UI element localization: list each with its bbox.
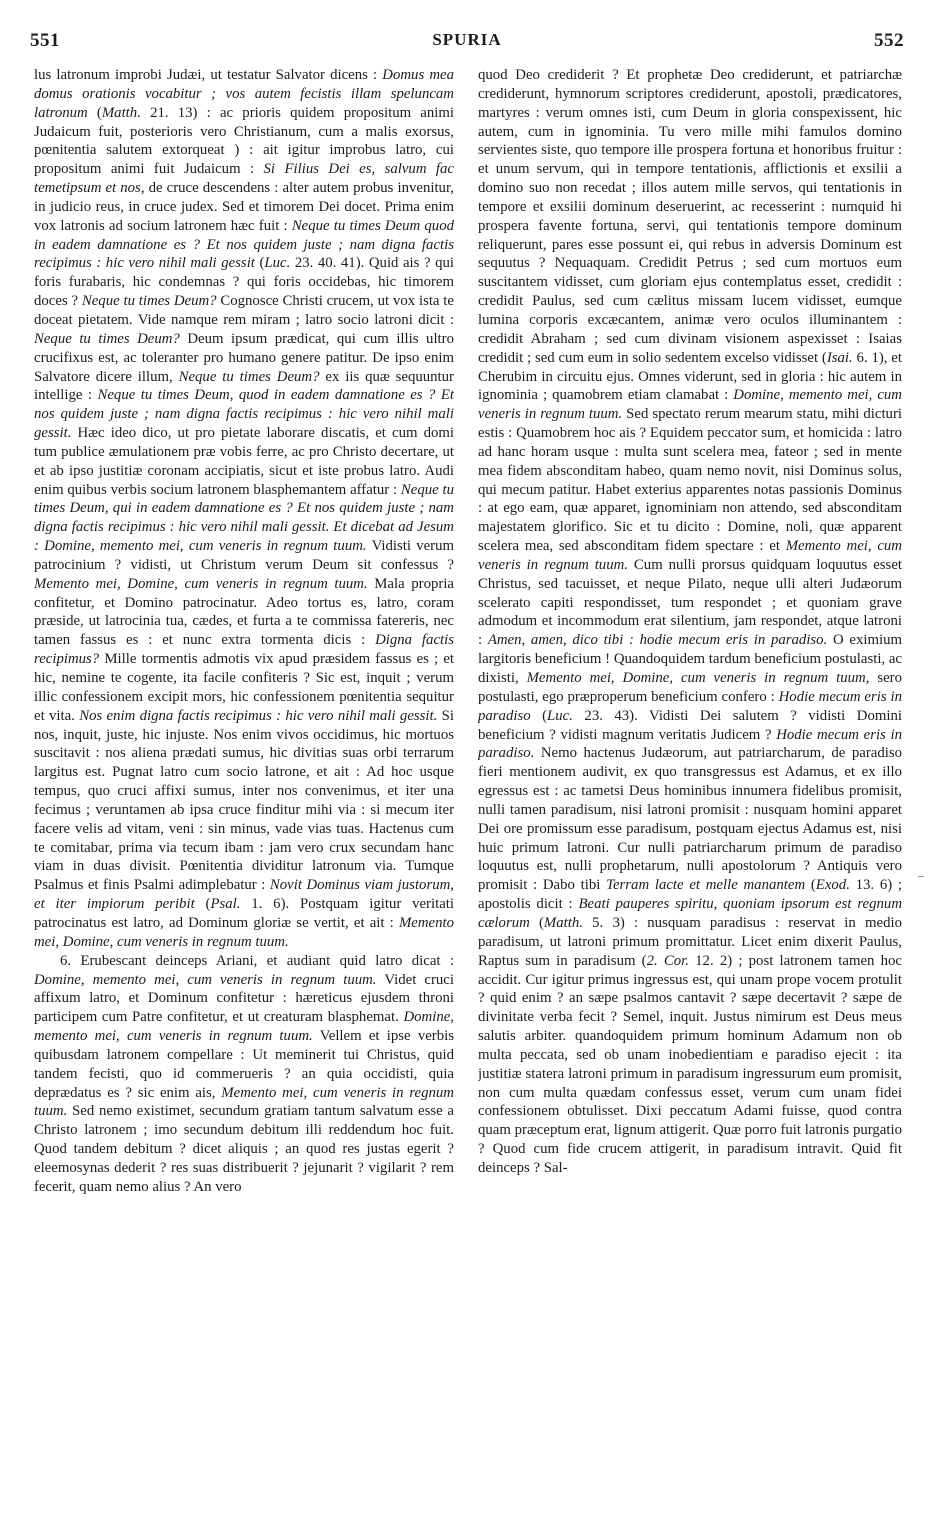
text-run: Cum nulli prorsus quidquam loquutus esset Christus, sed tacuisset, et neque Pilato, neque ulli alteri Judæorum scelerato capiti respondisset, tum respondet ; et quoniam grave admodum et incommodum erat silentium, jam respondet, atque latroni : [478, 556, 902, 649]
left-column [34, 66, 454, 1526]
text-run: lus latronum improbi Judæi, ut testatur Salvator dicens : [34, 67, 383, 83]
text-run: 6. Erubescant deinceps Ariani, et audiant quid latro dicat : [60, 952, 454, 969]
italic-citation: Nos enim digna factis recipimus : hic vero nihil mali gessit. [79, 707, 438, 724]
italic-citation: Hodie mecum eris in paradiso. [478, 726, 902, 762]
margin-mark: – [918, 868, 924, 882]
italic-citation: Memento mei, cum veneris in regnum tuum. [478, 538, 902, 573]
italic-citation: Isai. [826, 349, 853, 366]
text-run: Deum ipsum prædicat, qui cum illis ultro crucifixus est, ac toleranter pro humano genere patitur. De ipso enim Salvatore dicere illum, [34, 330, 454, 385]
italic-citation: Psal. [210, 896, 241, 913]
text-run: ( [530, 707, 548, 724]
text-run: Nemo hactenus Judæorum, aut patriarcharum, de paradiso fieri mentionem audivit, ex quo transgressus est Adamus, et ex illo egressus est : ac tametsi Deus hominibus innumera fidelibus promisit, nulli tamen paradisum, nisi latroni promisit : nusquam homini apparet Dei ore promissum esse paradisum, postquam ejectus Adamus est, nisi huic primum latroni. Cur nulli patriarcharum primum de paradiso loquutus est, nulli prophetarum, nulli apostolorum ? Antiquis vero promisit : Dabo tibi [478, 745, 902, 894]
text-run: 6. 1), et Cherubim in circuitu ejus. Omnes viderunt, sed in gloria : hic autem in ignominia ; quamobrem etiam clamabat : [478, 349, 902, 404]
text-run: ( [87, 104, 102, 121]
page-number-left: 551 [30, 30, 60, 51]
italic-citation: Matth. [543, 914, 583, 931]
text-run: 12. 2) ; post latronem tamen hoc accidit. Cur igitur primus ingressus est, qui unam prope vocem protulit ? quid enim ? an sæpe psalmos cantavit ? sæpe decertavit ? sæpe de divinitate verba fecit ? Semel, inquit. Justus nimirum est Deus meus salutis arbiter. quandoquidem primum hominum Adamum non ob multa peccata, sed ob unam inobedientiam e paradiso ejecit : ita justitiæ statera latroni primum in paradisum ingressurum eum promisit, non cum multa quædam confessus esset, verum cum unam fidei confessionem obtulisset. Dixi peccatum Adami fuisse, quod contra quam præceptum erat, lignum attigerit. Quæ porro fuit latronis purgatio ? Quod cum fide crucem attigerit, in paradisum intravit. Quid fit deinceps ? Sal- [478, 952, 902, 1176]
italic-citation: Domus mea domus orationis vocabitur ; vos autem fecistis illam speluncam latronum [34, 67, 454, 121]
text-run: Cognosce Christi crucem, ut vox ista te doceat pietatem. Vide namque rem miram ; latro socio latroni dicit : [34, 293, 454, 328]
paragraph [34, 952, 454, 1197]
italic-citation: Neque tu times Deum? [178, 368, 320, 385]
italic-citation: Exod. [815, 877, 850, 894]
italic-citation: Luc. [547, 707, 573, 724]
italic-citation: Novit Dominus viam justorum, et iter impiorum peribit [34, 877, 454, 913]
text-run: Sed nemo existimet, secundum gratiam tantum salvatum esse a Christo latronem ; imo secundum debitum illi reddendum hoc fuit. Quod tandem debitum ? dicet aliquis ; an quod res justas egerit ? eleemosynas dederit ? res suas distribuerit ? jejunarit ? vigilarit ? rem fecerit, quam nemo alius ? An vero [34, 1103, 454, 1195]
italic-citation: Memento mei, Domine, cum veneris in regnum tuum. [34, 914, 454, 950]
text-run: Vidisti verum patrocinium ? vidisti, ut Christum verum Deum sit confessus ? [34, 538, 454, 573]
italic-citation: Si Filius Dei es, salvum fac temetipsum et nos, [34, 161, 454, 197]
text-run: Si nos, inquit, juste, hic injuste. Nos enim vivos occidimus, hic mortuos suscitavit : nos aliena prædati sumus, hic divitias suas orbi terrarum largitus est. Pugnat latro cum socio latrone, et ait : Ad hoc usque tempus, quo cruci affixi sumus, inter nos convenimus, et iter una fecimus ; veruntamen ab ipsa cruce finditur mihi via : si mecum iter facere velis ad vitam, veni : sin minus, vade vias tuas. Hactenus cum te comitabar, prima via tecum ibam : jam vero crux secundam hanc viam in duas divisit. Pœnitentia dividitur latronum via. Tumque Psalmus et finis Psalmi adimplebatur : [34, 707, 454, 894]
italic-citation: Neque tu times Deum, quod in eadem damnatione es ? Et nos quidem juste ; nam digna factis recipimus : hic vero nihil mali gessit. [34, 387, 454, 442]
italic-citation: Hodie mecum eris in paradiso [478, 688, 902, 724]
text-run: Vellem et ipse verbis quibusdam latronem compellare : Ut meminerit tui Christus, quid tandem fecisti, quo id commerueris ? an quia occidisti, quia deprædatus es ? sic enim ais, [34, 1028, 454, 1101]
italic-citation: Domine, memento mei, cum veneris in regnum tuum. [34, 971, 377, 988]
text-run: Hæc ideo dico, ut pro pietate laborare discatis, et cum domi tum publice æmulationem præ vobis ferre, ac pro Christo decertare, ut et ab ipso justitiæ coronam accipiatis, sicut et iste probus latro. Audi enim quibus verbis socium latronem blasphemantem affatur : [34, 425, 454, 498]
italic-citation: Domine, memento mei, cum veneris in regnum tuum. [478, 387, 902, 423]
italic-citation: Domine, memento mei, cum veneris in regnum tuum. [34, 1009, 454, 1045]
text-run: 23. 43). Vidisti Dei salutem ? vidisti Domini beneficium ? vidisti magnum veritatis Judicem ? [478, 707, 902, 743]
right-column [478, 66, 902, 1526]
text-run: quod Deo crediderit ? Et prophetæ Deo crediderunt, et patriarchæ crediderunt, hymnorum scriptores crediderunt, apostoli, prædicatores, martyres : verum omnes isti, cum Deum in gloria conspexissent, hic autem, cum in ignominia. Tu vero mille mihi famulos domino servientes siste, quo tempore ille prospera fortuna et honoribus fruitur : et unum servum, qui in tempore tentationis, afflictionis et exsilii a domino suo non recedat ; illos autem mille servos, qui tentationis in tempore et exsilii dominum deseruerint, ac recesserint : numquid hi prospera favente fortuna, servi, qui tentationis tempore dominum reliquerunt, pares esse possunt ei, qui rebus in adversis Dominum est sequutus ? Nequaquam. Credidit Petrus ; sed cum mortuos eum suscitantem vidisset, cum gloriam ejus contemplatus esset, credidit : credidit Paulus, sed cum cælitus missam lucem vidisset, eumque lumina corporis excæcantem, animæ vero oculos illuminantem : credidit Abraham ; sed cum divinam visionem aspexisset : Isaias credidit ; sed cum eum in solio sedentem excelso vidisset ( [478, 67, 902, 366]
text-run: ( [254, 255, 265, 272]
text-run: Mille tormentis admotis vix apud præsidem fassus es ; et hic, nemine te cogente, ita facile confiteris ? Sic est, inquit ; verum illic confessionem excipit mors, hic confessionem pœnitentia sequitur et vita. [34, 651, 454, 724]
text-run: ( [194, 896, 211, 913]
text-run: ex iis quæ sequuntur intellige : [34, 368, 454, 404]
text-run: Mala propria confitetur, et Domino patrocinatur. Adeo tortus es, latro, coram præside, ut latrocinia tua, cædes, et furta a te commissa fatereris, nec tamen fassus es : et nunc extra tormenta dicis : [34, 575, 454, 649]
italic-citation: Neque tu times Deum? [34, 330, 180, 347]
page-number-right: 552 [874, 30, 904, 51]
italic-citation: Neque tu times Deum, qui in eadem damnatione es ? Et nos quidem juste ; nam digna factis recipimus : hic vero nihil mali gessit. Et dicebat ad Jesum : Domine, memento mei, cum veneris in regnum tuum. [34, 481, 454, 555]
text-run: 13. 6) ; apostolis dicit : [478, 877, 902, 913]
italic-citation: Beati pauperes spiritu, quoniam ipsorum est regnum cælorum [478, 896, 902, 931]
text-run: 1. 6). Postquam igitur veritati patrocinatus est latro, ad Dominum gloriæ se vertit, et ait : [34, 896, 454, 931]
italic-citation: Matth. [101, 104, 141, 121]
italic-citation: 2. Cor. [646, 952, 689, 969]
text-run: O eximium largitoris beneficium ! Quandoquidem tardum beneficium postulasti, ac dixisti, [478, 632, 902, 686]
left-column-text [34, 66, 454, 952]
italic-citation: Terram lacte et melle manantem [606, 877, 806, 894]
text-run: de cruce descendens : alter autem probus invenitur, in judicio reus, in cruce judex. Sed et timorem Dei docet. Prima enim vox latronis ad socium latronem hæc fuit : [34, 180, 454, 234]
text-run: 21. 13) : ac prioris quidem propositum animi Judaicum fuit, posterioris vero Christianum, cum a malis exorsus, pœnitentia salutem extorqueat ) : ait igitur improbus latro, cui propositum animi fuit Judaicum : [34, 104, 454, 178]
text-run: 5. 3) : nusquam paradisus : reservat in medio paradisum, ut latroni primum promittatur. Licet enim dixerit Paulus, Raptus sum in paradisum ( [478, 914, 902, 969]
italic-citation: Memento mei, Domine, cum veneris in regnum tuum, [526, 670, 870, 686]
text-run: 23. 40. 41). Quid ais ? qui foris furabaris, hic condemnas ? qui foris occidebas, hic timorem doces ? [34, 255, 454, 310]
italic-citation: Memento mei, cum veneris in regnum tuum. [34, 1084, 454, 1120]
italic-citation: Luc. [264, 255, 291, 272]
right-column-text [478, 66, 902, 1178]
italic-citation: Amen, amen, dico tibi : hodie mecum eris in paradiso. [487, 632, 828, 649]
running-title: SPURIA [432, 30, 502, 49]
text-run: ( [805, 877, 816, 894]
text-run: sero postulasti, ego præproperum beneficium confero : [478, 670, 902, 705]
text-run: Sed spectato rerum mearum statu, mihi dicturi estis : Quamobrem hoc ais ? Equidem peccator sum, et homicida : latro ad hanc horam usque : multa sunt scelera mea, fateor ; sed in mente mea fidem absconditam habeo, quam nemo novit, nisi Dominus solus, qui mecum patitur. Habet exterius apparentes notas passionis Dominus : at ego eam, quæ apparet, ignominiam non attendo, sed absconditam majestatem glorifico. Sic et tu dicito : Domine, noli, quæ apparent scelera mea, sed absconditam fidem spectare : et [478, 406, 902, 555]
page-header [30, 30, 904, 54]
text-run: ( [529, 914, 544, 931]
italic-citation: Neque tu times Deum quod in eadem damnatione es ? Et nos quidem juste ; nam digna factis recipimus : hic vero nihil mali gessit [34, 217, 454, 272]
italic-citation: Memento mei, Domine, cum veneris in regnum tuum. [34, 575, 368, 592]
italic-citation: Digna factis recipimus? [34, 632, 454, 668]
text-run: Videt cruci affixum latro, et Dominum confitetur : hæreticus ejusdem throni participem cum Patre confitetur, et ut creaturam blasphemat. [34, 971, 454, 1026]
italic-citation: Neque tu times Deum? [81, 293, 217, 310]
